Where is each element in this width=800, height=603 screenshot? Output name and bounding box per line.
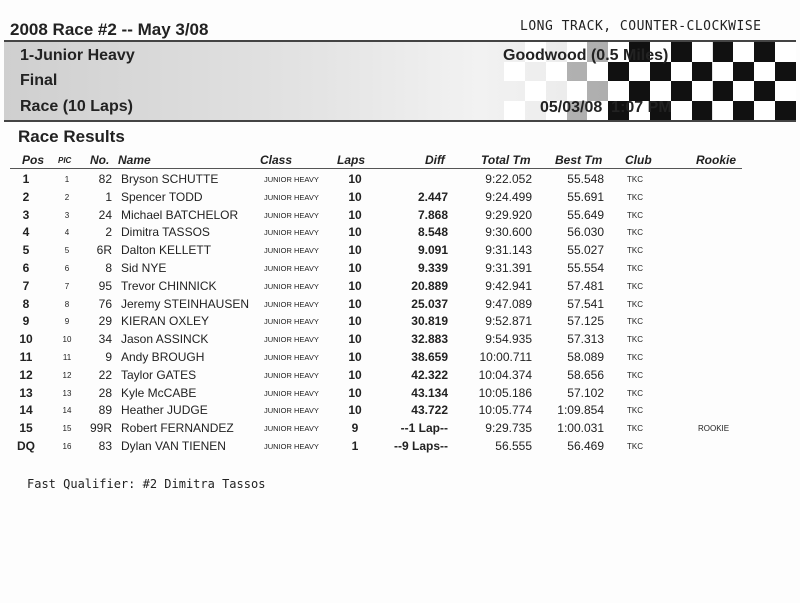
cell-name: Dalton KELLETT [121,243,212,258]
cell-name: Kyle McCABE [121,385,197,400]
cell-diff: 43.722 [411,403,448,418]
col-no: No. [90,153,110,167]
cell-no: 9 [105,350,112,364]
cell-total: 56.555 [495,439,532,453]
cell-total: 9:31.391 [485,261,532,275]
cell-pic: 2 [64,192,70,202]
cell-club: TKC [627,406,643,416]
cell-diff: 43.134 [411,385,448,400]
table-row [0,206,800,223]
cell-best: 55.691 [567,189,604,204]
cell-pos: 14 [19,403,33,418]
track-note: LONG TRACK, COUNTER-CLOCKWISE [520,19,762,34]
table-row [0,170,800,187]
flag-square [587,81,608,101]
cell-total: 9:52.871 [485,314,532,329]
cell-total: 10:05.774 [478,403,532,418]
cell-best: 58.656 [567,367,604,382]
cell-total: 9:54.935 [485,332,532,347]
cell-pos: 3 [22,207,30,222]
cell-cls: JUNIOR HEAVY [264,175,319,184]
flag-square [692,42,713,62]
cell-pos: 13 [19,385,33,400]
cell-total: 10:04.374 [478,367,532,382]
cell-no: 89 [98,403,112,418]
cell-best: 57.125 [567,314,604,329]
cell-best: 1:00.031 [557,421,604,436]
cell-cls: JUNIOR HEAVY [264,335,319,345]
cell-laps: 10 [348,278,362,293]
cell-pic: 10 [62,335,72,345]
flag-square [775,101,796,121]
flag-square [733,42,754,62]
flag-square [713,42,734,62]
table-row [0,312,800,329]
flag-square [671,42,692,62]
flag-square [775,62,796,82]
cell-pos: 10 [19,332,33,347]
cell-club: TKC [627,317,643,327]
flag-square [608,81,629,101]
cell-pos: 4 [22,225,30,240]
table-row [0,223,800,240]
cell-cls: JUNIOR HEAVY [264,424,319,434]
cell-name: Andy BROUGH [121,350,205,364]
cell-diff: 2.447 [417,189,448,204]
cell-club: TKC [627,442,643,451]
cell-club: TKC [627,175,643,184]
cell-total: 9:30.600 [485,225,532,240]
cell-diff: 30.819 [411,314,448,329]
cell-best: 58.089 [567,350,604,364]
col-laps: Laps [337,153,366,167]
cell-no: 1 [105,189,112,204]
cell-laps: 1 [351,439,359,453]
table-row [0,277,800,294]
cell-total: 9:31.143 [485,243,532,258]
flag-square [692,101,713,121]
table-row [0,384,800,401]
cell-pic: 4 [64,228,70,238]
cell-cls: JUNIOR HEAVY [264,406,319,416]
cell-total: 9:24.499 [485,189,532,204]
race-class: 1-Junior Heavy [20,47,135,64]
col-total: Total Tm [481,153,531,167]
cell-cls: JUNIOR HEAVY [264,246,319,256]
cell-diff: --1 Lap-- [400,421,448,436]
cell-pos: 5 [22,243,30,258]
cell-name: Dylan VAN TIENEN [121,439,226,453]
table-row [0,330,800,347]
cell-diff: 9.339 [417,261,448,275]
table-row [0,241,800,258]
cell-best: 55.554 [567,261,604,275]
race-date: 05/03/08 [540,99,603,116]
cell-name: Bryson SCHUTTE [121,172,219,186]
cell-pic: 7 [64,281,70,291]
cell-laps: 10 [348,350,362,364]
cell-laps: 10 [348,296,362,311]
cell-diff: 7.868 [417,207,448,222]
cell-name: Taylor GATES [121,367,197,382]
col-name: Name [118,153,151,167]
race-time: 1:07 PM [611,99,672,116]
cell-pos: 6 [22,261,30,275]
cell-best: 57.102 [567,385,604,400]
table-row [0,401,800,418]
flag-square [567,81,588,101]
cell-total: 10:00.711 [479,350,532,364]
cell-name: Dimitra TASSOS [121,225,210,240]
cell-name: Trevor CHINNICK [121,278,217,293]
cell-total: 10:05.186 [478,385,532,400]
cell-pic: 13 [62,388,72,398]
cell-best: 55.027 [567,243,604,258]
race-session: Final [20,72,58,89]
col-pic: PIC [58,156,72,165]
cell-diff: 20.889 [411,278,448,293]
cell-name: Heather JUDGE [121,403,208,418]
cell-cls: JUNIOR HEAVY [264,192,319,202]
cell-pic: 14 [62,406,72,416]
cell-club: TKC [627,192,643,202]
cell-total: 9:42.941 [485,278,532,293]
cell-best: 57.541 [567,296,604,311]
cell-cls: JUNIOR HEAVY [264,353,319,362]
col-best: Best Tm [555,153,603,167]
cell-pic: 9 [64,317,70,327]
cell-best: 55.649 [567,207,604,222]
cell-cls: JUNIOR HEAVY [264,228,319,238]
cell-pos: 12 [19,367,33,382]
cell-no: 22 [98,367,112,382]
cell-club: TKC [627,388,643,398]
cell-no: 24 [98,207,112,222]
cell-pic: 1 [64,175,70,184]
cell-diff: --9 Laps-- [394,439,448,453]
cell-name: Michael BATCHELOR [121,207,239,222]
section-title: Race Results [18,127,125,146]
cell-best: 55.548 [567,172,604,186]
cell-name: Spencer TODD [121,189,203,204]
cell-total: 9:29.920 [485,207,532,222]
cell-laps: 10 [348,172,362,186]
cell-name: Sid NYE [121,261,167,275]
cell-cls: JUNIOR HEAVY [264,370,319,380]
cell-name: Robert FERNANDEZ [121,421,234,436]
flag-square [504,101,525,121]
flag-square [629,81,650,101]
cell-club: TKC [627,353,643,362]
flag-square [713,62,734,82]
cell-diff: 38.659 [411,350,448,364]
cell-pos: DQ [17,439,35,453]
cell-no: 99R [89,421,112,436]
cell-cls: JUNIOR HEAVY [264,299,319,309]
cell-club: TKC [627,264,643,273]
cell-no: 76 [98,296,112,311]
cell-no: 34 [98,332,112,347]
cell-diff: 25.037 [411,296,448,311]
venue: Goodwood (0.5 Miles) [503,47,669,64]
cell-laps: 10 [348,385,362,400]
cell-pic: 3 [64,210,70,220]
cell-total: 9:29.735 [485,421,532,436]
flag-square [713,101,734,121]
table-row [0,188,800,205]
cell-no: 6R [96,243,112,258]
header-rule-bottom [4,120,796,122]
cell-laps: 10 [348,243,362,258]
cell-pic: 5 [64,246,70,256]
cell-laps: 10 [348,207,362,222]
cell-cls: JUNIOR HEAVY [264,264,319,273]
table-row [0,437,800,454]
flag-square [733,81,754,101]
cell-laps: 10 [348,314,362,329]
cell-laps: 10 [348,225,362,240]
cell-cls: JUNIOR HEAVY [264,210,319,220]
cell-pic: 6 [64,264,70,273]
flag-square [671,101,692,121]
cell-no: 82 [98,172,112,186]
col-pos: Pos [22,153,45,167]
cell-pic: 12 [62,370,72,380]
flag-square [692,62,713,82]
flag-square [754,101,775,121]
cell-name: KIERAN OXLEY [121,314,210,329]
flag-square [775,81,796,101]
cell-pic: 15 [62,424,72,434]
cell-diff: 8.548 [417,225,448,240]
cell-club: TKC [627,210,643,220]
cell-club: TKC [627,228,643,238]
cell-cls: JUNIOR HEAVY [264,281,319,291]
cell-diff: 42.322 [411,367,448,382]
fast-qualifier: Fast Qualifier: #2 Dimitra Tassos [27,477,266,491]
cell-no: 95 [98,278,112,293]
cell-club: TKC [627,246,643,256]
flag-square [671,81,692,101]
race-laps: Race (10 Laps) [20,98,133,115]
race-datetime [540,99,672,117]
cell-pic: 8 [64,299,70,309]
cell-laps: 10 [348,189,362,204]
cell-pos: 8 [22,296,30,311]
flag-square [546,81,567,101]
flag-square [525,81,546,101]
cell-laps: 10 [348,332,362,347]
cell-name: Jason ASSINCK [121,332,209,347]
cell-pic: 16 [62,442,72,451]
cell-pic: 11 [62,353,72,362]
cell-pos: 2 [22,189,30,204]
flag-square [754,42,775,62]
col-class: Class [260,153,293,167]
cell-club: TKC [627,299,643,309]
cell-laps: 10 [348,403,362,418]
flag-square [733,62,754,82]
cell-best: 56.030 [567,225,604,240]
header-underline [10,168,742,169]
cell-cls: JUNIOR HEAVY [264,388,319,398]
cell-cls: JUNIOR HEAVY [264,442,319,451]
flag-square [713,81,734,101]
col-diff: Diff [425,153,445,167]
cell-best: 57.313 [567,332,604,347]
cell-cls: JUNIOR HEAVY [264,317,319,327]
table-row [0,419,800,436]
cell-no: 28 [98,385,112,400]
cell-diff: 9.091 [417,243,448,258]
flag-square [733,101,754,121]
col-rookie: Rookie [696,153,737,167]
cell-pos: 15 [19,421,33,436]
flag-square [650,81,671,101]
cell-pos: 1 [22,172,30,186]
cell-laps: 9 [351,421,359,436]
cell-total: 9:22.052 [485,172,532,186]
cell-pos: 11 [19,350,33,364]
cell-club: TKC [627,281,643,291]
flag-square [754,62,775,82]
cell-pos: 9 [22,314,30,329]
cell-no: 2 [105,225,112,240]
flag-square [692,81,713,101]
cell-no: 8 [105,261,112,275]
cell-club: TKC [627,370,643,380]
cell-best: 57.481 [567,278,604,293]
flag-square [671,62,692,82]
cell-best: 56.469 [567,439,604,453]
col-club: Club [625,153,652,167]
flag-square [775,42,796,62]
cell-no: 29 [98,314,112,329]
cell-rookie: ROOKIE [698,424,730,434]
cell-laps: 10 [348,367,362,382]
table-row [0,366,800,383]
flag-square [504,81,525,101]
cell-club: TKC [627,335,643,345]
table-row [0,259,800,276]
page-title: 2008 Race #2 -- May 3/08 [10,20,209,39]
cell-best: 1:09.854 [557,403,604,418]
cell-pos: 7 [22,278,30,293]
table-row [0,348,800,365]
cell-laps: 10 [348,261,362,275]
cell-no: 83 [98,439,112,453]
table-row [0,295,800,312]
flag-square [754,81,775,101]
cell-club: TKC [627,424,643,434]
cell-name: Jeremy STEINHAUSEN [121,296,250,311]
cell-total: 9:47.089 [485,296,532,311]
cell-diff: 32.883 [411,332,448,347]
